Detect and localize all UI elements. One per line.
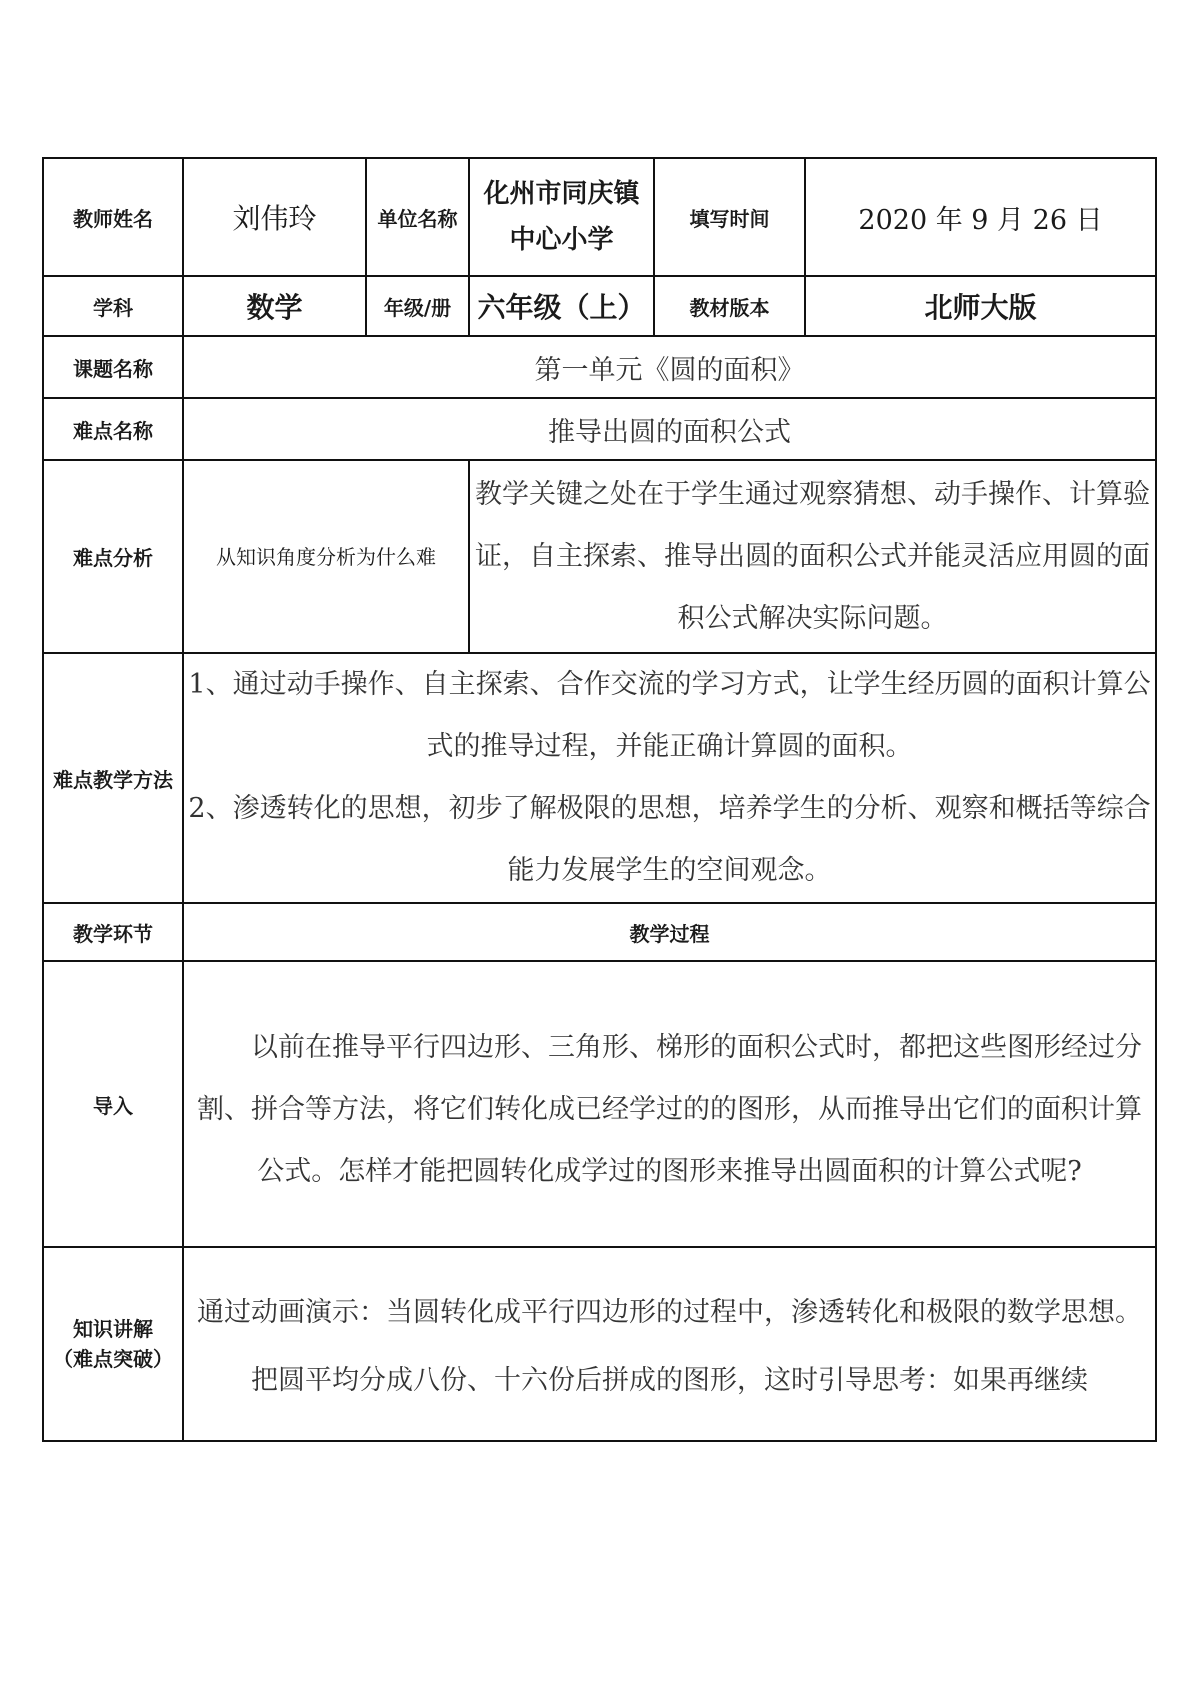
subject-label: 学科 [43, 276, 183, 336]
unit-label: 单位名称 [366, 158, 469, 276]
explain-row [43, 1247, 1156, 1441]
explain-label-line2: （难点突破） [53, 1347, 173, 1371]
process-step-label: 教学环节 [43, 903, 183, 961]
intro-paragraph: 以前在推导平行四边形、三角形、梯形的面积公式时，都把这些图形经过分割、拼合等方法，将它们转化成已经学过的的图形，从而推导出它们的面积计算公式。怎样才能把圆转化成学过的图形来推导出圆面积的计算公式呢? [197, 1032, 1142, 1187]
method-text [183, 653, 1156, 903]
header-row-2 [43, 276, 1156, 336]
explain-label [43, 1247, 183, 1441]
intro-text [183, 961, 1156, 1247]
unit-name-line2: 中心小学 [509, 225, 614, 255]
header-row-1 [43, 158, 1156, 276]
analysis-row [43, 460, 1156, 653]
explain-text [183, 1247, 1156, 1441]
process-header-row [43, 903, 1156, 961]
lesson-plan-table [42, 157, 1157, 1442]
process-header-value: 教学过程 [183, 903, 1156, 961]
method-row [43, 653, 1156, 903]
topic-row [43, 336, 1156, 398]
method-item-1: 1、通过动手操作、自主探索、合作交流的学习方式，让学生经历圆的面积计算公式的推导过程，并能正确计算圆的面积。 [188, 669, 1151, 762]
grade-value: 六年级（上） [469, 276, 654, 336]
date-label: 填写时间 [654, 158, 805, 276]
topic-label: 课题名称 [43, 336, 183, 398]
edition-label: 教材版本 [654, 276, 805, 336]
date-value: 2020 年 9 月 26 日 [805, 158, 1156, 276]
teacher-label: 教师姓名 [43, 158, 183, 276]
difficulty-value: 推导出圆的面积公式 [183, 398, 1156, 460]
unit-name-line1: 化州市同庆镇 [483, 179, 640, 209]
difficulty-label: 难点名称 [43, 398, 183, 460]
method-label: 难点教学方法 [43, 653, 183, 903]
explain-label-line1: 知识讲解 [73, 1317, 153, 1341]
intro-row [43, 961, 1156, 1247]
topic-value: 第一单元《圆的面积》 [183, 336, 1156, 398]
grade-label: 年级/册 [366, 276, 469, 336]
method-item-2: 2、渗透转化的思想，初步了解极限的思想，培养学生的分析、观察和概括等综合能力发展学生的空间观念。 [188, 793, 1151, 886]
subject-value: 数学 [183, 276, 366, 336]
intro-label: 导入 [43, 961, 183, 1247]
explain-paragraph: 通过动画演示：当圆转化成平行四边形的过程中，渗透转化和极限的数学思想。把圆平均分成八份、十六份后拼成的图形，这时引导思考：如果再继续 [197, 1297, 1142, 1396]
difficulty-row [43, 398, 1156, 460]
analysis-label: 难点分析 [43, 460, 183, 653]
edition-value: 北师大版 [805, 276, 1156, 336]
unit-name [469, 158, 654, 276]
analysis-text: 教学关键之处在于学生通过观察猜想、动手操作、计算验证，自主探索、推导出圆的面积公式并能灵活应用圆的面积公式解决实际问题。 [469, 460, 1156, 653]
teacher-name: 刘伟玲 [183, 158, 366, 276]
analysis-sub-label: 从知识角度分析为什么难 [183, 460, 469, 653]
